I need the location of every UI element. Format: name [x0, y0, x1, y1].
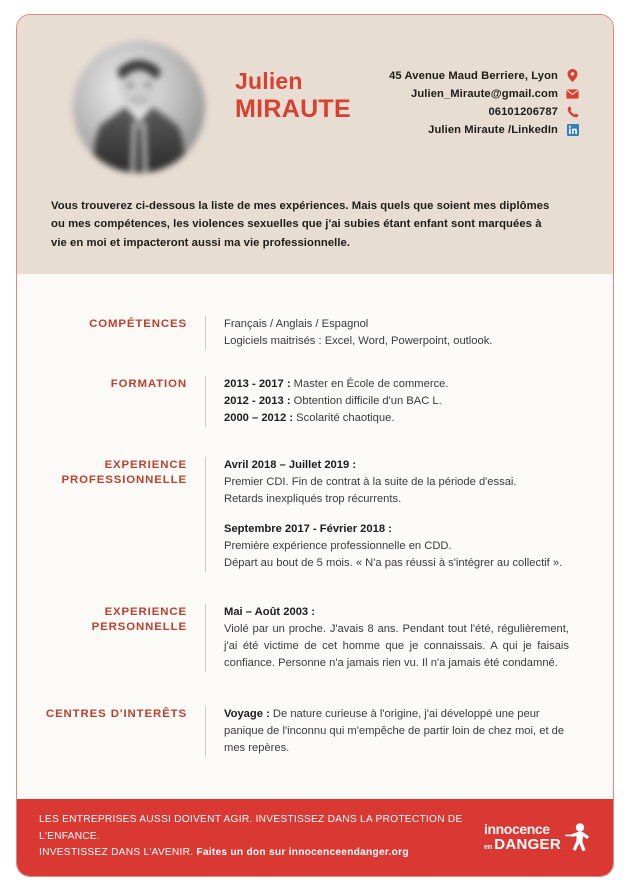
- label-line-1: EXPERIENCE: [104, 458, 187, 471]
- interets-detail: De nature curieuse à l'origine, j'ai développé une peur panique de l'inconnu qui m'empêche de partir loin de chez moi, et de mes repères.: [224, 708, 565, 755]
- section-label-experience-professionnelle: [17, 457, 205, 488]
- interets-lead: Voyage :: [224, 708, 270, 721]
- name-block: [235, 41, 351, 123]
- innocence-en-danger-logo: [472, 822, 591, 852]
- job2-line1: Première expérience professionnelle en CDD.: [224, 540, 452, 553]
- envelope-icon: [566, 87, 579, 100]
- formation-period: 2012 - 2013 :: [224, 394, 291, 407]
- competences-software: Logiciels maitrisés : Excel, Word, Powerpoint, outlook.: [224, 334, 493, 347]
- section-label-competences: COMPÉTENCES: [89, 317, 187, 330]
- cv-header: [17, 15, 613, 274]
- formation-item: [224, 393, 583, 410]
- formation-detail: Master en École de commerce.: [290, 377, 449, 390]
- logo-en-text: en: [484, 844, 493, 852]
- logo-second-line: [484, 837, 561, 852]
- footer-line-2-plain: INVESTISSEZ DANS L'AVENIR.: [39, 847, 197, 859]
- section-competences: [17, 316, 583, 350]
- address-text: 45 Avenue Maud Berriere, Lyon: [389, 69, 558, 82]
- section-formation: [17, 376, 583, 427]
- formation-detail: Obtention difficile d'un BAC L.: [290, 394, 442, 407]
- contact-row-address: [389, 69, 579, 82]
- footer-line-2: [39, 845, 472, 862]
- donation-link[interactable]: Faites un don sur innocenceendanger.org: [196, 847, 409, 859]
- contact-row-phone: [488, 105, 579, 118]
- label-line-2: PERSONNELLE: [91, 621, 187, 634]
- avatar: [73, 41, 205, 173]
- perso-period-text: Mai – Août 2003 :: [224, 606, 315, 619]
- section-content-experience-professionnelle: [205, 457, 583, 572]
- last-name: MIRAUTE: [235, 94, 351, 123]
- job2-line2: Départ au bout de 5 mois. « N'a pas réussi à s'intégrer au collectif ».: [224, 557, 563, 570]
- section-experience-professionnelle: [17, 457, 583, 572]
- cv-body: [17, 274, 613, 800]
- label-line-1: EXPERIENCE: [104, 606, 187, 619]
- formation-item: [224, 376, 583, 393]
- job1-line2: Retards inexpliqués trop récurrents.: [224, 493, 402, 505]
- section-content-experience-personnelle: [205, 604, 583, 672]
- cv-card: [16, 14, 614, 877]
- section-experience-personnelle: [17, 604, 583, 672]
- job2-period-text: Septembre 2017 - Février 2018 :: [224, 523, 392, 536]
- section-content-centres-interets: [205, 706, 583, 757]
- formation-period: 2000 – 2012 :: [224, 411, 294, 424]
- portrait-photo-icon: [73, 41, 205, 173]
- child-figure-icon: [565, 822, 591, 852]
- footer-line-1: LES ENTREPRISES AUSSI DOIVENT AGIR. INVESTISSEZ DANS LA PROTECTION DE L'ENFANCE.: [39, 814, 463, 842]
- logo-wordmark: [484, 822, 561, 852]
- header-top-row: [51, 41, 579, 173]
- section-centres-interets: [17, 706, 583, 757]
- logo-danger-text: DANGER: [494, 836, 561, 854]
- footer-message: [39, 812, 472, 862]
- section-label-centres-interets: CENTRES D'INTERÊTS: [45, 708, 187, 721]
- formation-item: [224, 410, 583, 427]
- competences-languages: Français / Anglais / Espagnol: [224, 317, 369, 330]
- section-content-formation: [205, 376, 583, 427]
- section-content-competences: [205, 316, 583, 350]
- phone-icon: [566, 105, 579, 118]
- perso-body: Violé par un proche. J'avais 8 ans. Pendant tout l'été, régulièrement, j'ai été victime de cet homme que je connaissais. A qui je faisais confiance. Personne n'a jamais rien vu. Il n'a jamais été condamné.: [224, 623, 569, 670]
- logo-innocence-text: innocence: [484, 821, 550, 838]
- first-name: Julien: [235, 68, 303, 94]
- location-pin-icon: [566, 69, 579, 82]
- section-label-formation: FORMATION: [110, 377, 187, 390]
- linkedin-text[interactable]: Julien Miraute /LinkedIn: [428, 123, 558, 136]
- job1-period-text: Avril 2018 – Juillet 2019 :: [224, 458, 357, 471]
- contact-list: [389, 41, 579, 136]
- contact-row-linkedin[interactable]: [428, 123, 579, 136]
- formation-detail: Scolarité chaotique.: [293, 411, 395, 424]
- label-line-2: PROFESSIONNELLE: [61, 474, 187, 487]
- campaign-footer: [17, 799, 613, 876]
- email-text[interactable]: Julien_Miraute@gmail.com: [411, 87, 558, 100]
- phone-text: 06101206787: [488, 105, 558, 118]
- formation-period: 2013 - 2017 :: [224, 377, 291, 390]
- linkedin-icon[interactable]: [566, 123, 579, 136]
- intro-paragraph: Vous trouverez ci-dessous la liste de mes expériences. Mais quels que soient mes diplômes ou mes compétences, les violences sexuelles que j'ai subies étant enfant sont marquées à vie en moi et impacteront aussi ma vie professionnelle.: [51, 200, 550, 249]
- section-label-experience-personnelle: [17, 604, 205, 635]
- job1-line1: Premier CDI. Fin de contrat à la suite de la période d'essai.: [224, 475, 517, 488]
- spacer: [224, 508, 583, 521]
- interets-body: [224, 706, 569, 757]
- job-period: [224, 521, 583, 538]
- contact-row-email[interactable]: [411, 87, 579, 100]
- perso-period: [224, 604, 583, 621]
- job-period: [224, 457, 583, 474]
